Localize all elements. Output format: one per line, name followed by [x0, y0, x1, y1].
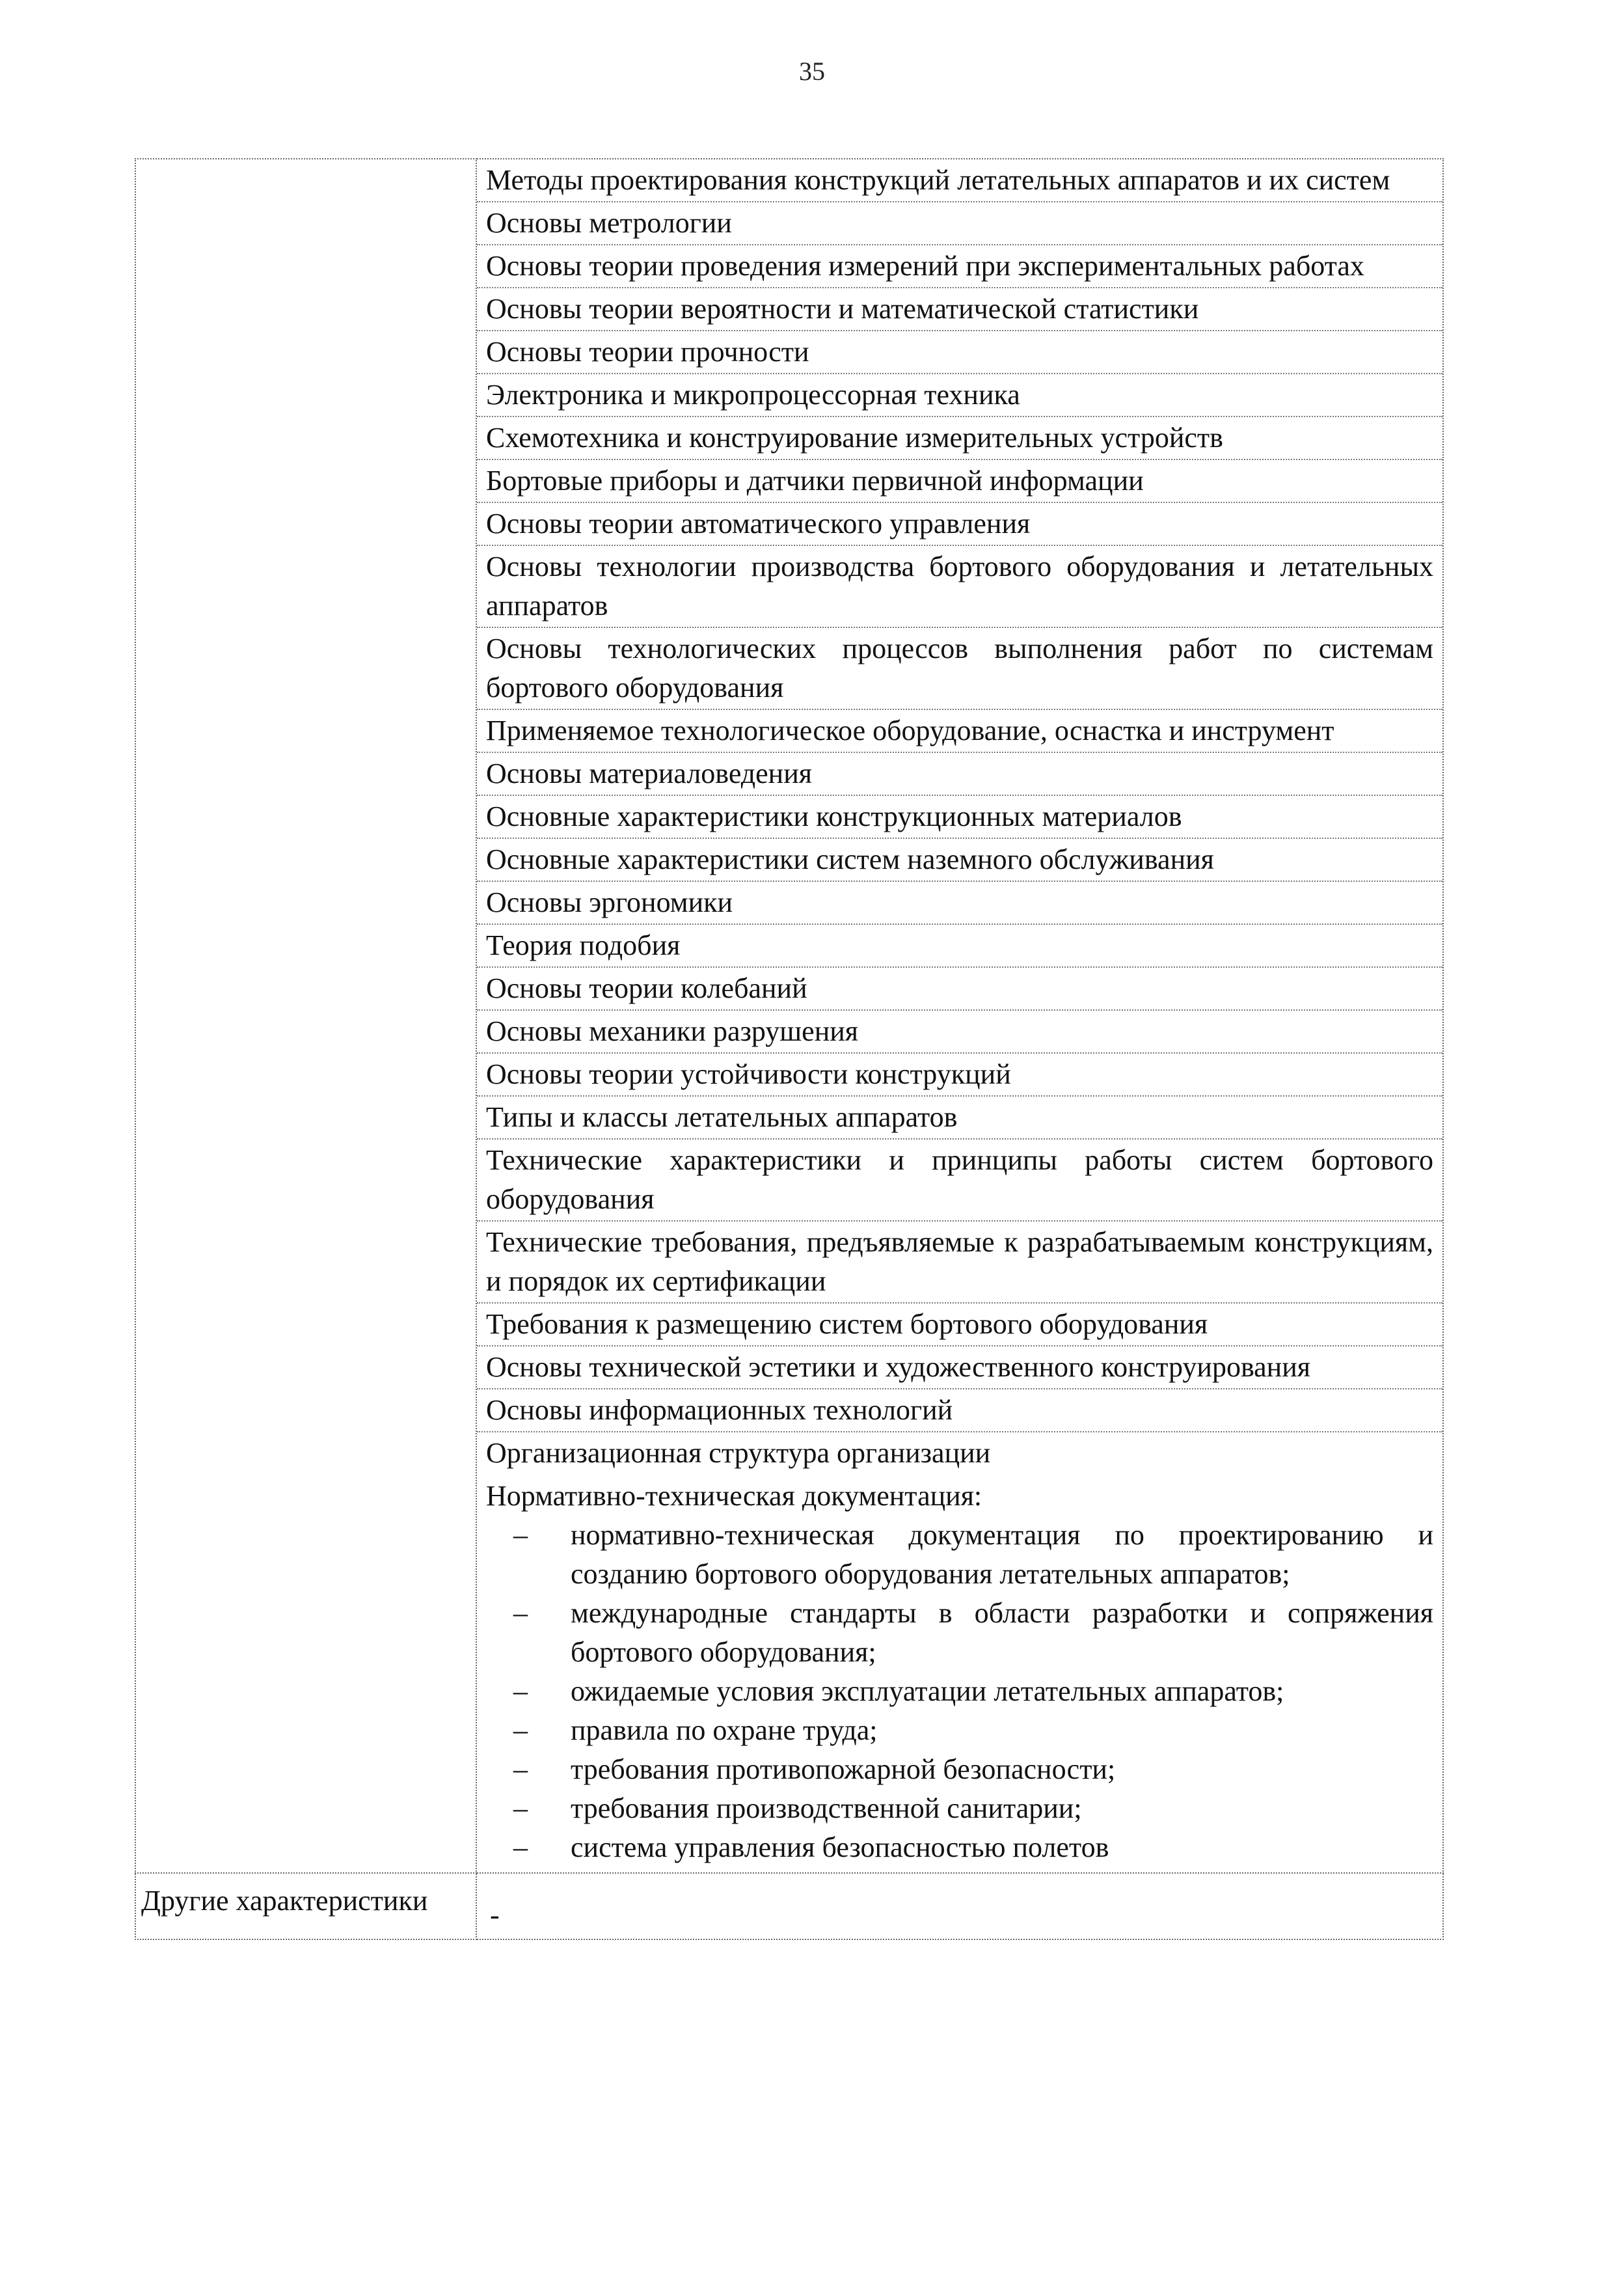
dash-bullet: –	[513, 1675, 528, 1707]
dash-bullet: –	[513, 1792, 528, 1824]
documentation-item-text: нормативно-техническая документация по проектированию и созданию бортового оборудования летательных аппаратов;	[571, 1519, 1433, 1590]
knowledge-item: Основы теории прочности	[477, 331, 1442, 374]
knowledge-row	[135, 159, 1443, 1873]
knowledge-item: Типы и классы летательных аппаратов	[477, 1097, 1442, 1140]
knowledge-item: Основы информационных технологий	[477, 1389, 1442, 1432]
documentation-item	[486, 1672, 1433, 1711]
knowledge-item: Основы теории колебаний	[477, 968, 1442, 1011]
knowledge-item: Схемотехника и конструирование измерительных устройств	[477, 417, 1442, 460]
documentation-item	[486, 1594, 1433, 1672]
knowledge-item: Основы теории проведения измерений при экспериментальных работах	[477, 245, 1442, 288]
documentation-item-text: требования противопожарной безопасности;	[571, 1753, 1116, 1785]
knowledge-item: Основы материаловедения	[477, 753, 1442, 796]
dash-bullet: –	[513, 1519, 528, 1551]
documentation-item-text: ожидаемые условия эксплуатации летательных аппаратов;	[571, 1675, 1284, 1707]
documentation-item	[486, 1516, 1433, 1594]
knowledge-list	[477, 159, 1442, 1474]
knowledge-item: Основы технологии производства бортового оборудования и летательных аппаратов	[477, 546, 1442, 628]
knowledge-item: Теория подобия	[477, 925, 1442, 968]
knowledge-item: Электроника и микропроцессорная техника	[477, 374, 1442, 417]
dash-bullet: –	[513, 1753, 528, 1785]
documentation-item-text: правила по охране труда;	[571, 1714, 878, 1746]
documentation-item-text: требования производственной санитарии;	[571, 1792, 1082, 1824]
other-characteristics-label: Другие характеристики	[141, 1885, 428, 1917]
documentation-list	[477, 1516, 1442, 1872]
knowledge-item: Технические требования, предъявляемые к разрабатываемым конструкциям, и порядок их сертификации	[477, 1222, 1442, 1304]
requirements-table	[135, 158, 1444, 1940]
knowledge-list-cell	[476, 159, 1443, 1873]
dash-bullet: –	[513, 1597, 528, 1629]
knowledge-item: Бортовые приборы и датчики первичной информации	[477, 460, 1442, 503]
other-label-cell	[135, 1873, 476, 1939]
knowledge-item: Основы теории вероятности и математической статистики	[477, 288, 1442, 331]
knowledge-item: Основы теории автоматического управления	[477, 503, 1442, 546]
knowledge-item: Основы технической эстетики и художественного конструирования	[477, 1347, 1442, 1389]
dash-bullet: –	[513, 1831, 528, 1863]
knowledge-item: Применяемое технологическое оборудование, оснастка и инструмент	[477, 710, 1442, 753]
documentation-item	[486, 1750, 1433, 1789]
knowledge-item: Основные характеристики систем наземного обслуживания	[477, 839, 1442, 882]
knowledge-item: Основы технологических процессов выполнения работ по системам бортового оборудования	[477, 628, 1442, 710]
dash-bullet: –	[513, 1714, 528, 1746]
documentation-item	[486, 1789, 1433, 1828]
documentation-item-text: система управления безопасностью полетов	[571, 1831, 1109, 1863]
knowledge-item: Основы теории устойчивости конструкций	[477, 1054, 1442, 1097]
knowledge-label-cell	[135, 159, 476, 1873]
other-characteristics-value: -	[490, 1899, 500, 1931]
documentation-item	[486, 1711, 1433, 1750]
knowledge-item: Основы эргономики	[477, 882, 1442, 925]
knowledge-item: Основы механики разрушения	[477, 1011, 1442, 1054]
documentation-item-text: международные стандарты в области разработки и сопряжения бортового оборудования;	[571, 1597, 1433, 1668]
knowledge-item: Технические характеристики и принципы работы систем бортового оборудования	[477, 1140, 1442, 1222]
knowledge-item: Основы метрологии	[477, 202, 1442, 245]
knowledge-item: Методы проектирования конструкций летательных аппаратов и их систем	[477, 159, 1442, 202]
documentation-heading: Нормативно-техническая документация:	[486, 1480, 982, 1512]
knowledge-item: Организационная структура организации	[486, 1437, 991, 1469]
documentation-block	[477, 1474, 1442, 1872]
other-row	[135, 1873, 1443, 1939]
page-number: 35	[799, 57, 825, 86]
other-value-cell	[476, 1873, 1443, 1939]
documentation-item	[486, 1828, 1433, 1867]
knowledge-item: Основные характеристики конструкционных материалов	[477, 796, 1442, 839]
knowledge-item: Требования к размещению систем бортового оборудования	[477, 1304, 1442, 1347]
